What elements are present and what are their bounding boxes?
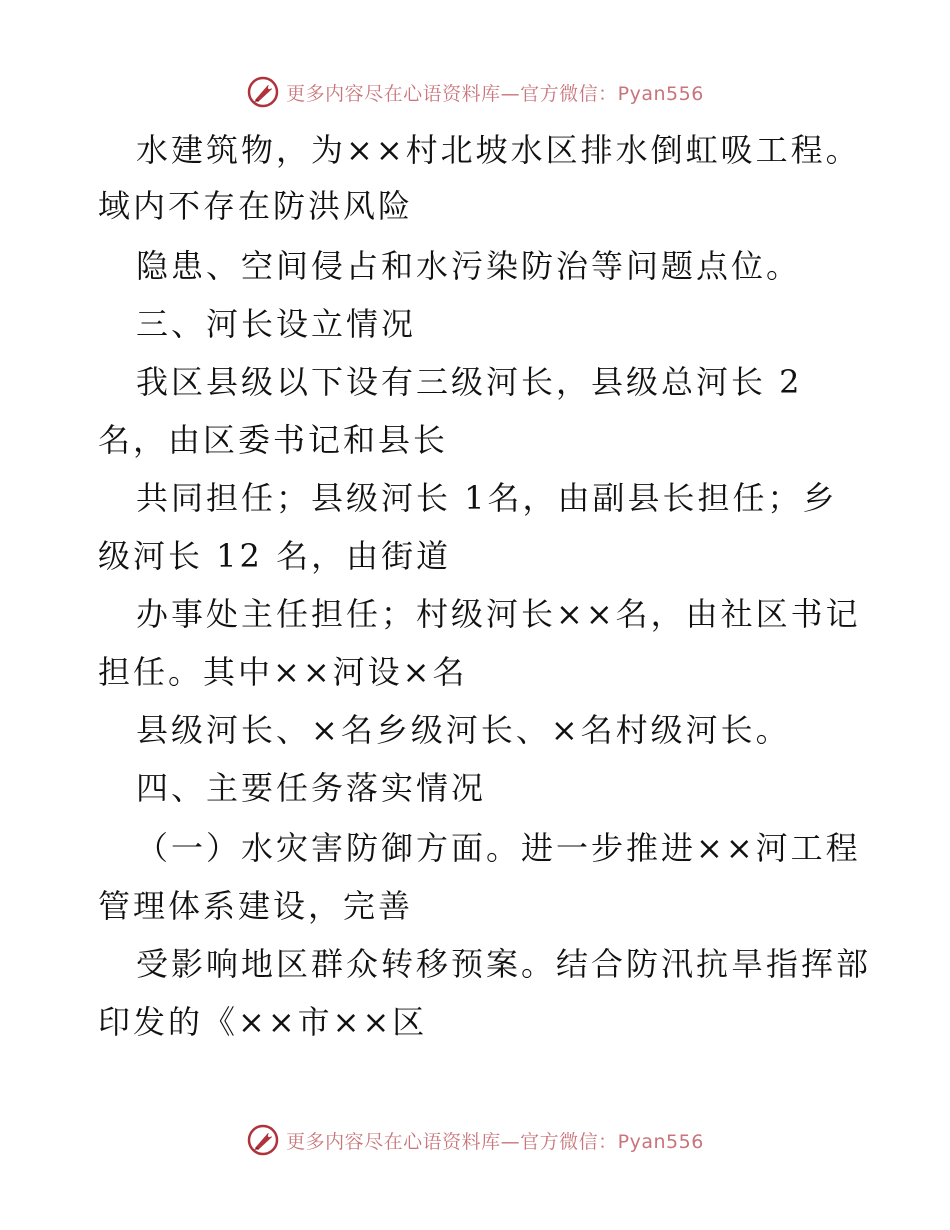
pen-nib-logo-icon: [246, 1123, 280, 1157]
watermark-text: 更多内容尽在心语资料库—官方微信：Pyan556: [286, 1130, 704, 1153]
body-line: 印发的《××市××区: [98, 1003, 428, 1041]
body-line: 县级河长、×名乡级河长、×名村级河长。: [136, 711, 791, 749]
body-line: 办事处主任担任；村级河长××名，由社区书记: [136, 595, 861, 633]
body-line: 水建筑物，为××村北坡水区排水倒虹吸工程。: [136, 131, 861, 169]
body-line: 级河长 12 名，由街道: [98, 537, 452, 575]
body-line: 受影响地区群众转移预案。结合防汛抗旱指挥部: [136, 945, 872, 983]
footer-watermark: [0, 1120, 950, 1160]
body-line: 域内不存在防洪风险: [98, 187, 414, 225]
body-line: 管理体系建设，完善: [98, 887, 414, 925]
header-watermark: [0, 72, 950, 112]
body-line: 我区县级以下设有三级河长，县级总河长 2: [136, 363, 803, 401]
section-heading: 四、主要任务落实情况: [136, 769, 487, 807]
section-heading: 三、河长设立情况: [136, 305, 417, 343]
body-line: 共同担任；县级河长 1名，由副县长担任；乡: [136, 479, 838, 517]
body-line: （一）水灾害防御方面。进一步推进××河工程: [136, 829, 861, 867]
body-line: 名，由区委书记和县长: [98, 421, 449, 459]
watermark-text: 更多内容尽在心语资料库—官方微信：Pyan556: [286, 82, 704, 105]
body-line: 担任。其中××河设×名: [98, 653, 468, 691]
body-line: 隐患、空间侵占和水污染防治等问题点位。: [136, 247, 802, 285]
pen-nib-logo-icon: [246, 75, 280, 109]
